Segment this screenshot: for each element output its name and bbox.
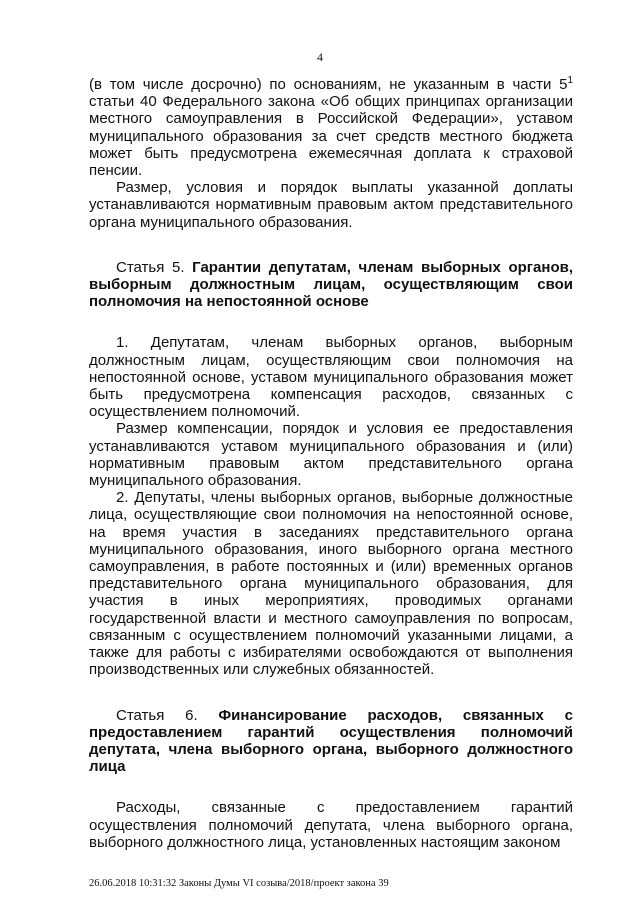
article-5-paragraph-3: 2. Депутаты, члены выборных органов, выборные должностные лица, осуществляющие свои полномочия на непостоянной основе, на время участия в заседаниях представительного органа муниципального образования, иного выборного органа местного самоуправления, в работе постоянных и (или) временных органов представительного органа муниципального образования, для участия в иных мероприятиях, проводимых органами государственной власти и местного самоуправления по вопросам, связанным с осуществлением полномочий указанными лицами, а также для работы с избирателями освобождаются от выполнения производственных или служебных обязанностей. <box>89 489 573 679</box>
article-6-heading <box>89 707 573 776</box>
paragraph-supplement-conditions: Размер, условия и порядок выплаты указанной доплаты устанавливаются нормативным правовым актом представительного органа муниципального образования. <box>89 179 573 231</box>
document-body <box>89 76 573 851</box>
article-prefix: Статья 5. <box>116 258 193 276</box>
text-segment: статьи 40 Федерального закона «Об общих принципах организации местного самоуправления в Российской Федерации», уставом муниципального образования за счет средств местного бюджета может быть предусмотрена ежемесячная доплата к страховой пенсии. <box>89 93 573 180</box>
article-5-heading <box>89 259 573 311</box>
superscript: 1 <box>567 75 573 86</box>
document-footer: 26.06.2018 10:31:32 Законы Думы VI созыва/2018/проект закона 39 <box>89 878 389 889</box>
article-5-paragraph-2: Размер компенсации, порядок и условия ее предоставления устанавливаются уставом муниципального образования и (или) нормативным правовым актом представительного органа муниципального образования. <box>89 420 573 490</box>
spacer <box>89 775 573 799</box>
article-title: Финансирование расходов, связанных с предоставлением гарантий осуществления полномочий депутата, члена выборного органа, выборного должностного лица <box>89 706 573 776</box>
article-6-paragraph-1: Расходы, связанные с предоставлением гарантий осуществления полномочий депутата, члена выборного органа, выборного должностного лица, установленных настоящим законом <box>89 799 573 851</box>
spacer <box>89 679 573 707</box>
paragraph-pension-supplement <box>89 76 573 179</box>
page-number: 4 <box>317 50 323 64</box>
spacer <box>89 231 573 259</box>
article-prefix: Статья 6. <box>116 706 219 724</box>
spacer <box>89 310 573 334</box>
article-title: Гарантии депутатам, членам выборных органов, выборным должностным лицам, осуществляющим свои полномочия на непостоянной основе <box>89 258 573 311</box>
text-segment: (в том числе досрочно) по основаниям, не указанным в части 5 <box>89 76 568 93</box>
article-5-paragraph-1: 1. Депутатам, членам выборных органов, выборным должностным лицам, осуществляющим свои полномочия на непостоянной основе, уставом муниципального образования может быть предусмотрена компенсация расходов, связанных с осуществлением полномочий. <box>89 334 573 421</box>
